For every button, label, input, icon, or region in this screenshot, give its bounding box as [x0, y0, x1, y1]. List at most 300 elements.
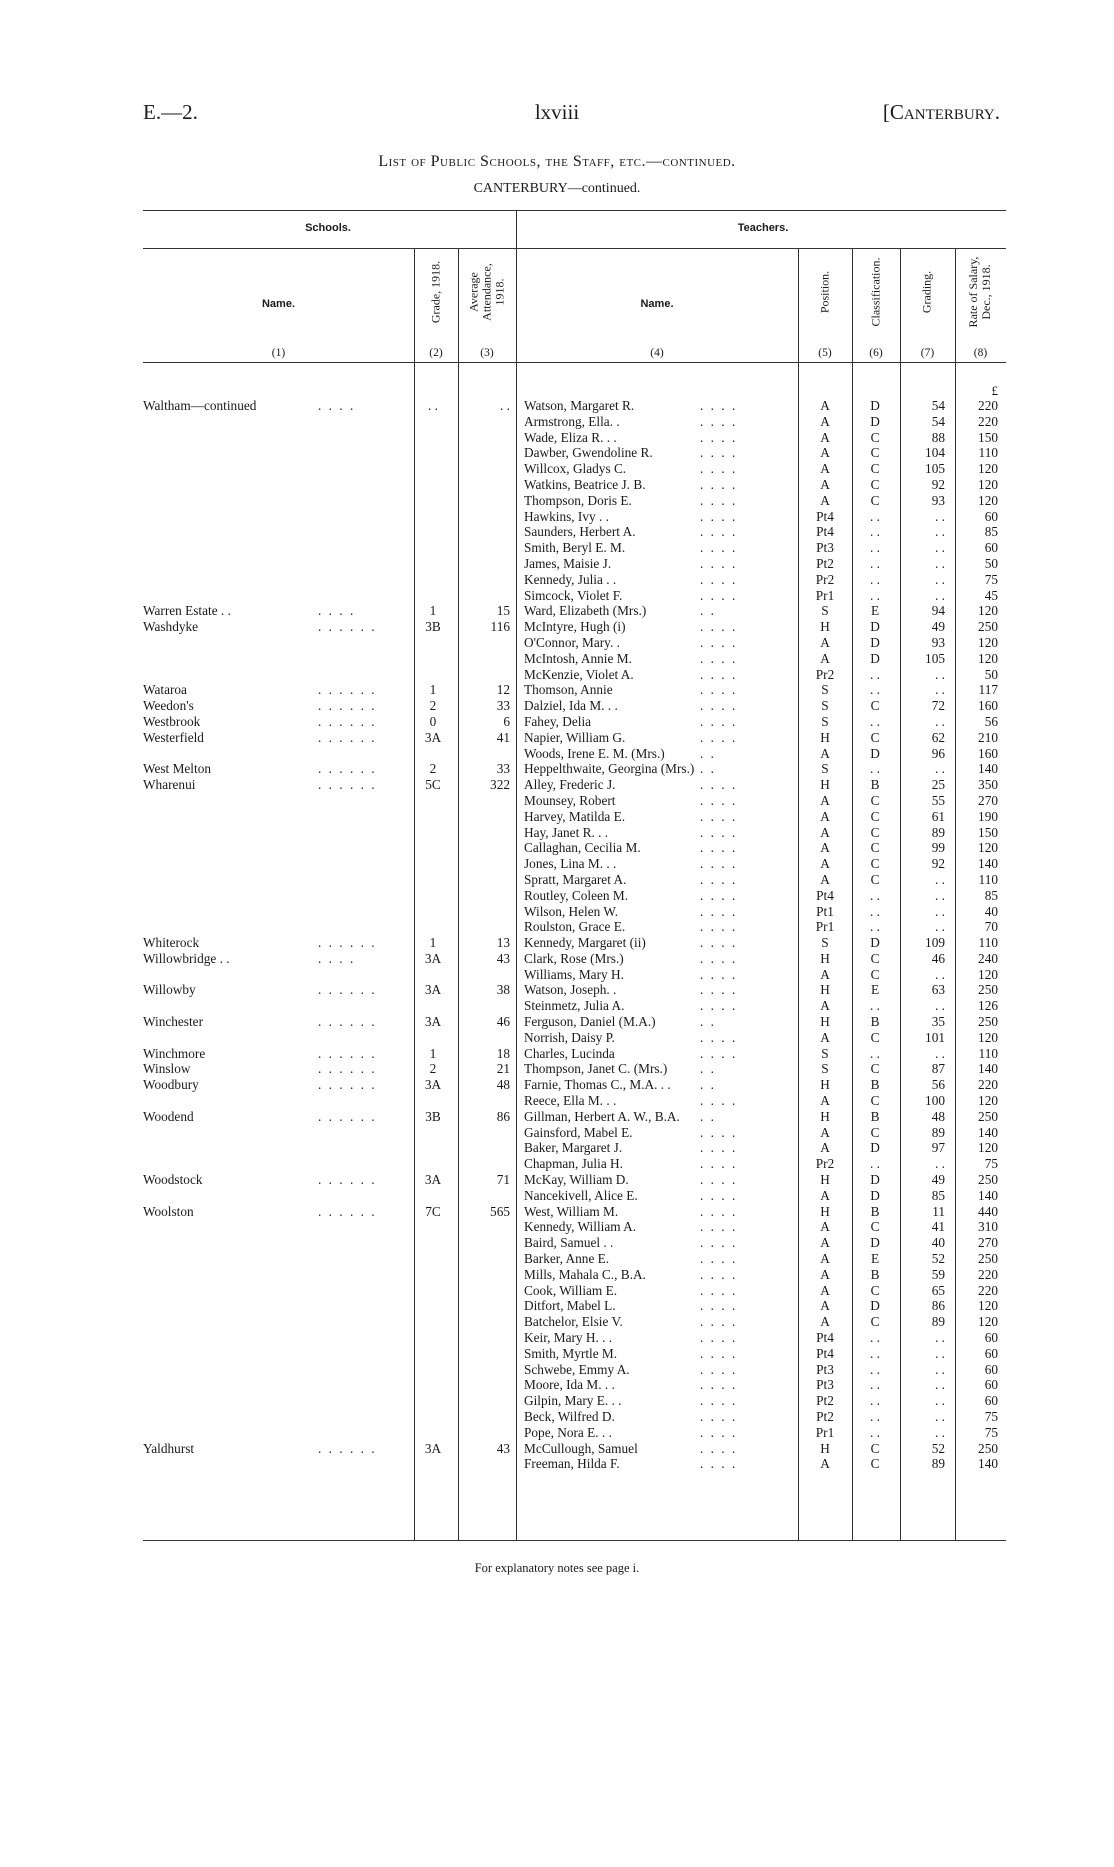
- table-bottom-rule: [143, 1540, 1006, 1541]
- salary-cell: 85: [984, 524, 998, 540]
- salary-cell: 110: [978, 445, 998, 461]
- table-row: [0, 935, 1114, 951]
- classification-cell: C: [870, 429, 880, 445]
- grading-cell: 40: [931, 1235, 945, 1251]
- position-cell: Pt4: [816, 508, 834, 524]
- position-cell: H: [820, 1108, 830, 1124]
- grade-cell: 2: [429, 761, 437, 777]
- salary-cell: 190: [978, 808, 998, 824]
- classification-cell: . .: [870, 919, 880, 935]
- leader-dots: . . . .: [700, 1266, 738, 1282]
- table-row: [0, 1362, 1114, 1378]
- classification-cell: C: [870, 1093, 880, 1109]
- teacher-name-cell: Watson, Margaret R.: [524, 398, 635, 413]
- position-cell: S: [821, 1061, 829, 1077]
- table-row: [0, 840, 1114, 856]
- classification-cell: D: [870, 745, 880, 761]
- teacher-name-cell: Smith, Beryl E. M.: [524, 540, 626, 556]
- col-salary: Rate of Salary, Dec., 1918.: [966, 256, 993, 328]
- salary-cell: 120: [978, 840, 998, 856]
- teacher-name-cell: Spratt, Margaret A.: [524, 871, 627, 887]
- salary-cell: 45: [984, 587, 998, 603]
- table-row: [0, 1030, 1114, 1046]
- leader-dots: . . . .: [700, 1440, 738, 1456]
- classification-cell: . .: [870, 1377, 880, 1393]
- salary-cell: 75: [984, 1409, 998, 1424]
- salary-cell: 120: [978, 1140, 998, 1156]
- col-number: (1): [271, 347, 286, 359]
- table-row: [0, 1267, 1114, 1283]
- attendance-cell: 116: [490, 619, 510, 635]
- col-attendance: Average Attendance, 1918.: [466, 263, 507, 321]
- table-row: [0, 540, 1114, 556]
- position-cell: A: [820, 1219, 830, 1235]
- leader-dots: . . . .: [700, 398, 738, 413]
- leader-dots: . . . .: [700, 619, 738, 635]
- col-number: (2): [429, 347, 443, 359]
- classification-cell: E: [870, 1251, 880, 1267]
- page-title: List of Public Schools, the Staff, etc.—continued.: [378, 153, 736, 170]
- attendance-cell: 6: [503, 713, 510, 729]
- leader-dots: . . . .: [700, 1045, 738, 1061]
- position-cell: A: [820, 1140, 830, 1156]
- attendance-cell: 38: [496, 982, 510, 998]
- leader-dots: . . . .: [700, 1187, 738, 1203]
- table-row: [0, 1140, 1114, 1156]
- table-row: [0, 1298, 1114, 1314]
- grading-cell: . .: [935, 508, 945, 524]
- grading-cell: . .: [935, 761, 945, 777]
- table-row: [0, 430, 1114, 446]
- grading-cell: 89: [931, 1124, 945, 1140]
- salary-cell: 120: [978, 476, 998, 492]
- grading-cell: . .: [935, 1377, 945, 1393]
- teacher-name-cell: Keir, Mary H. . .: [524, 1330, 613, 1346]
- table-row: [0, 1409, 1114, 1425]
- leader-dots: . . . . . .: [318, 1014, 377, 1030]
- salary-cell: 250: [978, 982, 998, 998]
- position-cell: A: [820, 1282, 830, 1298]
- table-row: [0, 1425, 1114, 1441]
- table-row: [0, 1393, 1114, 1409]
- teacher-name-cell: McCullough, Samuel: [524, 1440, 638, 1456]
- table-row: [0, 493, 1114, 509]
- table-row: [0, 1014, 1114, 1030]
- table-row: [0, 856, 1114, 872]
- position-cell: A: [820, 461, 830, 477]
- salary-cell: 120: [978, 634, 998, 650]
- page-subtitle: CANTERBURY—continued.: [473, 181, 641, 196]
- salary-cell: 250: [978, 1440, 998, 1456]
- leader-dots: . . . .: [700, 950, 738, 966]
- table-row: [0, 1283, 1114, 1299]
- school-name-cell: Whiterock: [143, 935, 200, 951]
- grade-cell: 1: [429, 935, 437, 951]
- teacher-name-cell: James, Maisie J.: [524, 555, 612, 571]
- salary-cell: 160: [978, 698, 998, 714]
- position-cell: A: [820, 1314, 830, 1330]
- salary-cell: 50: [984, 555, 998, 571]
- leader-dots: . . . . . .: [318, 619, 377, 635]
- teacher-name-cell: Jones, Lina M. . .: [524, 856, 617, 872]
- classification-cell: C: [870, 856, 880, 872]
- teacher-name-cell: Baker, Margaret J.: [524, 1140, 623, 1156]
- leader-dots: . . . . . .: [318, 1440, 377, 1456]
- teacher-name-cell: McKay, William D.: [524, 1172, 629, 1188]
- salary-cell: 140: [978, 856, 998, 872]
- salary-cell: 140: [978, 1124, 998, 1140]
- teacher-name-cell: Cook, William E.: [524, 1282, 618, 1298]
- grading-cell: 101: [925, 1029, 945, 1045]
- attendance-cell: 12: [496, 682, 510, 698]
- position-cell: A: [820, 476, 830, 492]
- salary-cell: 140: [978, 761, 998, 777]
- grading-cell: 94: [931, 603, 945, 619]
- position-cell: H: [820, 1440, 830, 1456]
- leader-dots: . . . .: [700, 587, 738, 603]
- table-row: [0, 809, 1114, 825]
- classification-cell: B: [870, 1108, 880, 1124]
- leader-dots: . . . .: [700, 1203, 738, 1219]
- grading-cell: 97: [931, 1140, 945, 1156]
- table-row: [0, 1219, 1114, 1235]
- leader-dots: . . . .: [700, 1219, 738, 1235]
- classification-cell: D: [870, 650, 880, 666]
- position-cell: H: [820, 777, 830, 793]
- classification-cell: . .: [870, 1393, 880, 1409]
- classification-cell: . .: [870, 1330, 880, 1346]
- table-row: [0, 872, 1114, 888]
- leader-dots: . . . .: [700, 698, 738, 714]
- position-cell: Pt4: [816, 524, 834, 540]
- attendance-cell: 13: [496, 935, 510, 951]
- col-teacher-name: Name.: [640, 298, 674, 310]
- teacher-name-cell: Beck, Wilfred D.: [524, 1409, 615, 1424]
- grading-cell: . .: [935, 587, 945, 603]
- table-row: [0, 951, 1114, 967]
- table-row: [0, 619, 1114, 635]
- position-cell: A: [820, 492, 830, 508]
- grading-cell: . .: [935, 666, 945, 682]
- column-header-rule: [143, 362, 1006, 363]
- table-row: [0, 888, 1114, 904]
- position-cell: A: [820, 1235, 830, 1251]
- grading-cell: 89: [931, 1314, 945, 1330]
- salary-cell: 120: [978, 1314, 998, 1330]
- salary-cell: 120: [978, 966, 998, 982]
- leader-dots: . . . .: [700, 1314, 738, 1330]
- classification-cell: . .: [870, 508, 880, 524]
- grade-cell: 1: [429, 682, 437, 698]
- teacher-name-cell: Armstrong, Ella. .: [524, 413, 620, 429]
- position-cell: Pt3: [816, 1361, 834, 1377]
- table-row: [0, 1109, 1114, 1125]
- position-cell: A: [820, 745, 830, 761]
- teacher-name-cell: McIntyre, Hugh (i): [524, 619, 626, 635]
- grading-cell: . .: [935, 1393, 945, 1409]
- leader-dots: . . . . . .: [318, 1061, 377, 1077]
- grade-cell: 3B: [425, 1108, 441, 1124]
- salary-cell: 75: [984, 571, 998, 587]
- classification-cell: D: [870, 1187, 880, 1203]
- leader-dots: . . . .: [700, 1172, 738, 1188]
- grading-cell: 46: [931, 950, 945, 966]
- attendance-cell: 48: [496, 1077, 510, 1093]
- classification-cell: D: [870, 1298, 880, 1314]
- leader-dots: . .: [700, 1014, 716, 1030]
- classification-cell: . .: [870, 887, 880, 903]
- table-row: [0, 1441, 1114, 1457]
- leader-dots: . . . .: [700, 824, 738, 840]
- salary-cell: 150: [978, 824, 998, 840]
- salary-cell: 120: [978, 1029, 998, 1045]
- leader-dots: . . . .: [700, 1124, 738, 1140]
- salary-cell: 120: [978, 461, 998, 477]
- table-row: [0, 1172, 1114, 1188]
- table-row: [0, 572, 1114, 588]
- leader-dots: . . . .: [700, 650, 738, 666]
- grading-cell: 87: [931, 1061, 945, 1077]
- table-row: [0, 1346, 1114, 1362]
- position-cell: S: [821, 698, 829, 714]
- table-row: [0, 1125, 1114, 1141]
- teacher-name-cell: Schwebe, Emmy A.: [524, 1361, 630, 1377]
- leader-dots: . . . . . .: [318, 1077, 377, 1093]
- position-cell: H: [820, 1203, 830, 1219]
- salary-cell: 250: [978, 619, 998, 635]
- table-row: [0, 1077, 1114, 1093]
- leader-dots: . . . .: [318, 950, 356, 966]
- teacher-name-cell: West, William M.: [524, 1203, 619, 1219]
- leader-dots: . . . . . .: [318, 729, 377, 745]
- position-cell: Pt1: [816, 903, 834, 919]
- leader-dots: . . . .: [700, 935, 738, 951]
- grading-cell: 88: [931, 429, 945, 445]
- salary-cell: 150: [978, 429, 998, 445]
- classification-cell: C: [870, 871, 880, 887]
- salary-cell: 270: [978, 792, 998, 808]
- leader-dots: . . . .: [700, 1298, 738, 1314]
- grading-cell: 49: [931, 619, 945, 635]
- position-cell: A: [820, 856, 830, 872]
- classification-cell: C: [870, 1456, 880, 1472]
- school-name-cell: Willowby: [143, 982, 196, 998]
- teacher-name-cell: Simcock, Violet F.: [524, 587, 623, 603]
- grading-cell: 55: [931, 792, 945, 808]
- leader-dots: . . . .: [700, 1377, 738, 1393]
- position-cell: Pt3: [816, 540, 834, 556]
- table-row: [0, 982, 1114, 998]
- attendance-cell: 565: [490, 1203, 510, 1219]
- leader-dots: . . . .: [700, 1235, 738, 1251]
- teacher-name-cell: Thompson, Doris E.: [524, 492, 632, 508]
- leader-dots: . . . . . .: [318, 1108, 377, 1124]
- classification-cell: C: [870, 445, 880, 461]
- table-row: [0, 445, 1114, 461]
- teacher-name-cell: Reece, Ella M. . .: [524, 1093, 617, 1109]
- grading-cell: 93: [931, 634, 945, 650]
- teacher-name-cell: Mounsey, Robert: [524, 792, 616, 808]
- teacher-name-cell: Williams, Mary H.: [524, 966, 624, 982]
- col-number: (5): [818, 347, 832, 359]
- salary-cell: 75: [984, 1424, 998, 1440]
- teacher-name-cell: Smith, Myrtle M.: [524, 1345, 618, 1361]
- table-row: [0, 682, 1114, 698]
- salary-cell: 310: [978, 1219, 998, 1235]
- grading-cell: . .: [935, 1345, 945, 1361]
- leader-dots: . . . .: [700, 1345, 738, 1361]
- position-cell: A: [820, 445, 830, 461]
- table-row: [0, 730, 1114, 746]
- teacher-name-cell: Harvey, Matilda E.: [524, 808, 626, 824]
- leader-dots: . . . .: [700, 555, 738, 571]
- teacher-name-cell: McKenzie, Violet A.: [524, 666, 634, 682]
- classification-cell: D: [870, 1172, 880, 1188]
- grading-cell: 93: [931, 492, 945, 508]
- classification-cell: C: [870, 461, 880, 477]
- leader-dots: . . . .: [700, 1282, 738, 1298]
- salary-cell: 60: [984, 1393, 998, 1409]
- school-name-cell: Winslow: [143, 1061, 191, 1077]
- col-school-name: Name.: [261, 298, 296, 310]
- grading-cell: . .: [935, 682, 945, 698]
- salary-cell: 250: [978, 1108, 998, 1124]
- school-name-cell: Woodstock: [143, 1172, 203, 1188]
- leader-dots: . . . . . .: [318, 982, 377, 998]
- salary-cell: 270: [978, 1235, 998, 1251]
- position-cell: A: [820, 1124, 830, 1140]
- col-number: (6): [869, 347, 883, 359]
- salary-cell: 126: [978, 998, 998, 1014]
- leader-dots: . . . .: [700, 1361, 738, 1377]
- classification-cell: B: [870, 1266, 880, 1282]
- col-number: (7): [920, 347, 935, 359]
- position-cell: A: [820, 634, 830, 650]
- salary-cell: 60: [984, 1330, 998, 1346]
- leader-dots: . . . .: [700, 919, 738, 935]
- region-label: [Canterbury.: [882, 100, 1000, 124]
- teacher-name-cell: Dawber, Gwendoline R.: [524, 445, 653, 461]
- school-name-cell: Westerfield: [143, 729, 204, 745]
- teacher-name-cell: Kennedy, Julia . .: [524, 571, 617, 587]
- teacher-name-cell: Saunders, Herbert A.: [524, 524, 636, 540]
- leader-dots: . . . .: [700, 1029, 738, 1045]
- attendance-cell: 86: [496, 1108, 510, 1124]
- salary-cell: 75: [984, 1156, 998, 1172]
- position-cell: Pt4: [816, 887, 834, 903]
- grading-cell: 49: [931, 1172, 945, 1188]
- school-name-cell: Wataroa: [143, 682, 187, 698]
- salary-cell: 56: [984, 713, 998, 729]
- grade-cell: 3B: [425, 619, 441, 635]
- grading-cell: 35: [931, 1014, 945, 1030]
- table-row: [0, 1188, 1114, 1204]
- school-name-cell: Woolston: [143, 1203, 194, 1219]
- grading-cell: . .: [935, 871, 945, 887]
- teacher-name-cell: Kennedy, William A.: [524, 1219, 637, 1235]
- teacher-name-cell: Freeman, Hilda F.: [524, 1456, 620, 1472]
- leader-dots: . . . .: [700, 1156, 738, 1172]
- grading-cell: 65: [931, 1282, 945, 1298]
- teacher-name-cell: O'Connor, Mary. .: [524, 634, 620, 650]
- teacher-name-cell: Gilpin, Mary E. . .: [524, 1393, 622, 1409]
- leader-dots: . .: [700, 761, 716, 777]
- teacher-name-cell: Clark, Rose (Mrs.): [524, 950, 624, 966]
- position-cell: A: [820, 1029, 830, 1045]
- grade-cell: 1: [429, 1045, 437, 1061]
- leader-dots: . . . .: [700, 856, 738, 872]
- position-cell: Pr1: [815, 587, 835, 603]
- leader-dots: . .: [700, 745, 716, 761]
- position-cell: A: [820, 966, 830, 982]
- grading-cell: 99: [931, 840, 945, 856]
- salary-cell: 120: [978, 1298, 998, 1314]
- position-cell: A: [820, 1251, 830, 1267]
- attendance-cell: 43: [496, 950, 510, 966]
- leader-dots: . . . . . .: [318, 698, 377, 714]
- grading-cell: 96: [931, 745, 945, 761]
- classification-cell: E: [870, 982, 880, 998]
- position-cell: A: [820, 871, 830, 887]
- grade-cell: 3A: [424, 1440, 442, 1456]
- table-row: [0, 1093, 1114, 1109]
- leader-dots: . .: [700, 1108, 716, 1124]
- leader-dots: . . . .: [700, 429, 738, 445]
- grading-cell: . .: [935, 555, 945, 571]
- classification-cell: . .: [870, 1156, 880, 1172]
- leader-dots: . . . .: [700, 1456, 738, 1472]
- leader-dots: . . . .: [700, 903, 738, 919]
- position-cell: Pt3: [816, 1377, 834, 1393]
- teacher-name-cell: Kennedy, Margaret (ii): [524, 935, 646, 951]
- teacher-name-cell: Thomson, Annie: [524, 682, 613, 698]
- position-cell: A: [820, 1187, 830, 1203]
- grade-cell: 3A: [424, 950, 442, 966]
- report-code: E.—2.: [143, 100, 198, 124]
- col-classification: Classification.: [868, 257, 883, 327]
- classification-cell: C: [870, 966, 880, 982]
- position-cell: H: [820, 1077, 830, 1093]
- table-row: [0, 556, 1114, 572]
- school-name-cell: Woodbury: [143, 1077, 199, 1093]
- teacher-name-cell: Wilson, Helen W.: [524, 903, 619, 919]
- attendance-cell: . .: [500, 398, 510, 413]
- attendance-cell: 15: [496, 603, 510, 619]
- school-name-cell: Washdyke: [143, 619, 199, 635]
- salary-cell: 110: [978, 1045, 998, 1061]
- table-row: [0, 603, 1114, 619]
- attendance-cell: 41: [496, 729, 510, 745]
- position-cell: S: [821, 682, 829, 698]
- col-grade: Grade, 1918.: [428, 260, 443, 324]
- table-row: [0, 1156, 1114, 1172]
- grading-cell: 89: [931, 1456, 945, 1472]
- table-top-rule: [143, 210, 1006, 211]
- teacher-name-cell: Dalziel, Ida M. . .: [524, 698, 618, 714]
- salary-cell: 220: [978, 1266, 998, 1282]
- table-row: [0, 414, 1114, 430]
- table-row: [0, 1314, 1114, 1330]
- teacher-name-cell: Pope, Nora E. . .: [524, 1424, 612, 1440]
- grading-cell: 92: [931, 476, 945, 492]
- position-cell: Pr1: [815, 919, 835, 935]
- classification-cell: D: [870, 634, 880, 650]
- salary-cell: 140: [978, 1456, 998, 1472]
- salary-cell: 220: [978, 1077, 998, 1093]
- salary-cell: 110: [978, 871, 998, 887]
- leader-dots: . . . .: [700, 840, 738, 856]
- classification-cell: C: [870, 950, 880, 966]
